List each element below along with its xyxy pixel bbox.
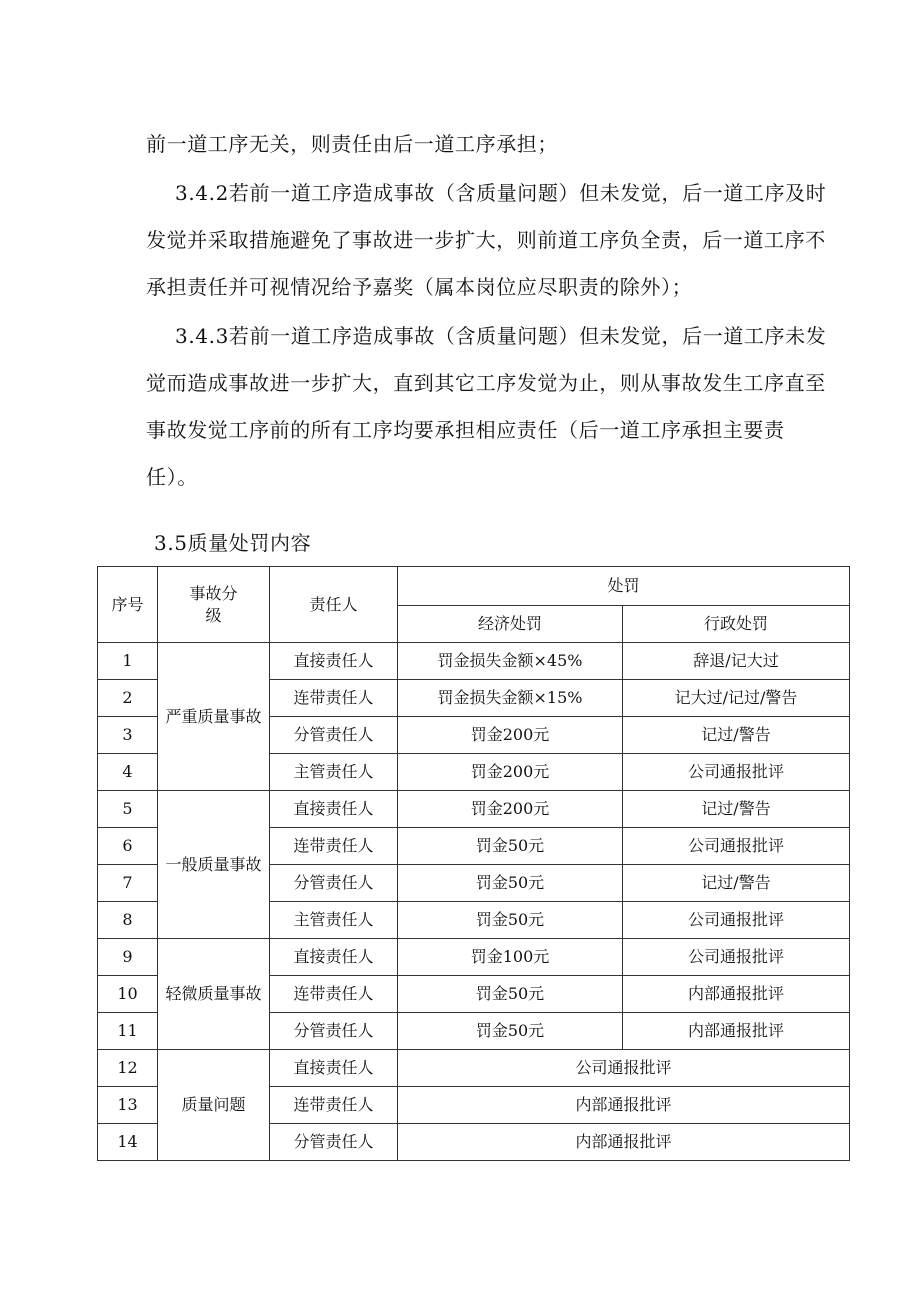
row-no: 4	[98, 754, 158, 791]
row-admin: 内部通报批评	[623, 976, 850, 1013]
level-cell: 严重质量事故	[158, 643, 270, 791]
row-person: 分管责任人	[270, 1124, 398, 1161]
row-no: 1	[98, 643, 158, 680]
row-person: 直接责任人	[270, 643, 398, 680]
row-economic: 罚金50元	[398, 1013, 623, 1050]
section-heading: 3.5质量处罚内容	[154, 531, 312, 555]
row-no: 14	[98, 1124, 158, 1161]
table-row	[98, 643, 850, 680]
row-economic: 罚金损失金额×15%	[398, 680, 623, 717]
row-person: 分管责任人	[270, 865, 398, 902]
row-admin: 公司通报批评	[623, 902, 850, 939]
row-admin: 记过/警告	[623, 791, 850, 828]
paragraph-3-4-2: 3.4.2若前一道工序造成事故（含质量问题）但未发觉，后一道工序及时发觉并采取措施避免了事故进一步扩大，则前道工序负全责，后一道工序不承担责任并可视情况给予嘉奖（属本岗位应尽职责的除外）；	[146, 181, 827, 299]
header-economic: 经济处罚	[398, 606, 623, 643]
header-no: 序号	[98, 567, 158, 643]
row-no: 5	[98, 791, 158, 828]
row-no: 10	[98, 976, 158, 1013]
row-no: 2	[98, 680, 158, 717]
row-combined-penalty: 内部通报批评	[398, 1124, 850, 1161]
row-person: 直接责任人	[270, 939, 398, 976]
row-admin: 记大过/记过/警告	[623, 680, 850, 717]
row-admin: 内部通报批评	[623, 1013, 850, 1050]
level-cell: 一般质量事故	[158, 791, 270, 939]
row-combined-penalty: 公司通报批评	[398, 1050, 850, 1087]
row-no: 12	[98, 1050, 158, 1087]
row-admin: 公司通报批评	[623, 828, 850, 865]
row-person: 连带责任人	[270, 1087, 398, 1124]
row-no: 13	[98, 1087, 158, 1124]
row-admin: 公司通报批评	[623, 939, 850, 976]
row-person: 主管责任人	[270, 902, 398, 939]
header-admin: 行政处罚	[623, 606, 850, 643]
row-admin: 记过/警告	[623, 717, 850, 754]
row-economic: 罚金200元	[398, 754, 623, 791]
row-person: 主管责任人	[270, 754, 398, 791]
row-admin: 辞退/记大过	[623, 643, 850, 680]
row-combined-penalty: 内部通报批评	[398, 1087, 850, 1124]
header-penalty: 处罚	[398, 567, 850, 606]
row-admin: 记过/警告	[623, 865, 850, 902]
table-row	[98, 791, 850, 828]
row-person: 分管责任人	[270, 717, 398, 754]
header-row	[98, 567, 850, 606]
row-no: 6	[98, 828, 158, 865]
row-economic: 罚金200元	[398, 791, 623, 828]
row-economic: 罚金损失金额×45%	[398, 643, 623, 680]
header-level: 事故分级	[158, 567, 270, 643]
row-no: 7	[98, 865, 158, 902]
row-no: 9	[98, 939, 158, 976]
header-person: 责任人	[270, 567, 398, 643]
row-economic: 罚金100元	[398, 939, 623, 976]
row-no: 8	[98, 902, 158, 939]
row-person: 连带责任人	[270, 680, 398, 717]
row-no: 11	[98, 1013, 158, 1050]
level-cell: 轻微质量事故	[158, 939, 270, 1050]
row-person: 分管责任人	[270, 1013, 398, 1050]
row-economic: 罚金50元	[398, 902, 623, 939]
row-person: 连带责任人	[270, 976, 398, 1013]
row-person: 连带责任人	[270, 828, 398, 865]
row-person: 直接责任人	[270, 791, 398, 828]
row-economic: 罚金50元	[398, 976, 623, 1013]
level-cell: 质量问题	[158, 1050, 270, 1161]
paragraph-continuation: 前一道工序无关，则责任由后一道工序承担；	[146, 132, 558, 156]
row-economic: 罚金200元	[398, 717, 623, 754]
row-person: 直接责任人	[270, 1050, 398, 1087]
row-admin: 公司通报批评	[623, 754, 850, 791]
row-economic: 罚金50元	[398, 865, 623, 902]
row-no: 3	[98, 717, 158, 754]
table-row	[98, 1050, 850, 1087]
row-economic: 罚金50元	[398, 828, 623, 865]
paragraph-3-4-3: 3.4.3若前一道工序造成事故（含质量问题）但未发觉，后一道工序未发觉而造成事故进一步扩大，直到其它工序发觉为止，则从事故发生工序直至事故发觉工序前的所有工序均要承担相应责任（后一道工序承担主要责任）。	[146, 324, 827, 489]
table-row	[98, 939, 850, 976]
penalty-table	[97, 566, 850, 1161]
